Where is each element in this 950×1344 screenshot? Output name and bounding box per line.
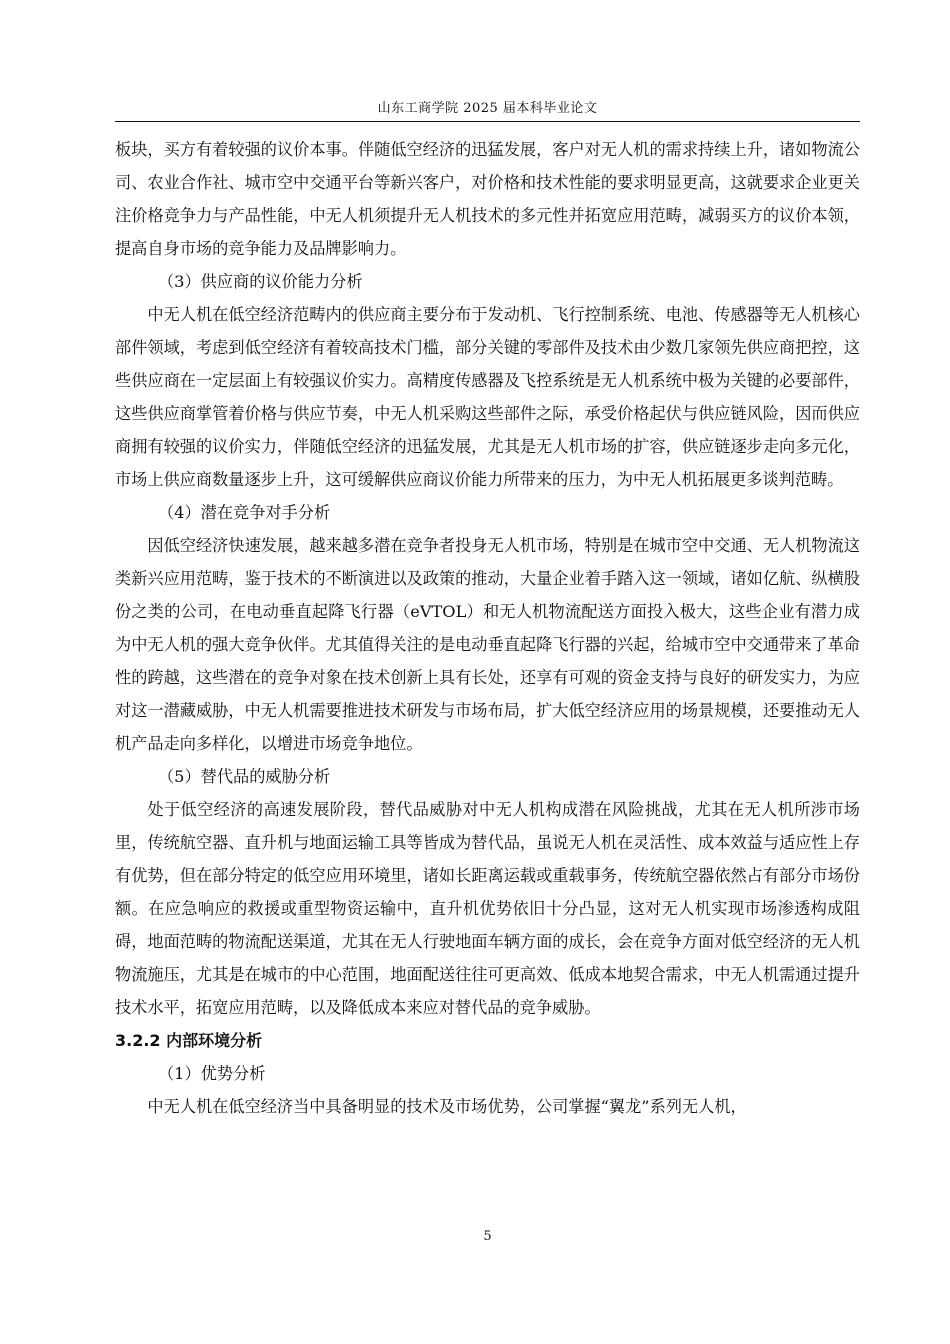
subheading-strengths: （1）优势分析 [158,1064,266,1083]
paragraph-strengths: 中无人机在低空经济当中具备明显的技术及市场优势，公司掌握“翼龙”系列无人机， [147,1097,747,1116]
paragraph-buyer-bargaining: 板块，买方有着较强的议价本事。伴随低空经济的迅猛发展，客户对无人机的需求持续上升，诸如物流公司、农业合作社、城市空中交通平台等新兴客户，对价格和技术性能的要求明显更高，这就要求企业更关注价格竞争力与产品性能，中无人机须提升无人机技术的多元性并拓宽应用范畴，减弱买方的议价本领，提高自身市场的竞争能力及品牌影响力。 [115,140,860,258]
page-body [115,133,860,1123]
paragraph-potential-competitors: 因低空经济快速发展，越来越多潜在竞争者投身无人机市场，特别是在城市空中交通、无人机物流这类新兴应用范畴，鉴于技术的不断演进以及政策的推动，大量企业着手踏入这一领域，诸如亿航、纵横股份之类的公司，在电动垂直起降飞行器（eVTOL）和无人机物流配送方面投入极大，这些企业有潜力成为中无人机的强大竞争伙伴。尤其值得关注的是电动垂直起降飞行器的兴起，给城市空中交通带来了革命性的跨越，这些潜在的竞争对象在技术创新上具有长处，还享有可观的资金支持与良好的研发实力，为应对这一潜藏威胁，中无人机需要推进技术研发与市场布局，扩大低空经济应用的场景规模，还要推动无人机产品走向多样化，以增进市场竞争地位。 [115,536,860,753]
section-heading-internal-environment: 3.2.2 内部环境分析 [115,1031,263,1050]
page-number: 5 [483,1229,492,1244]
header-divider [115,121,860,122]
paragraph-supplier-bargaining: 中无人机在低空经济范畴内的供应商主要分布于发动机、飞行控制系统、电池、传感器等无人机核心部件领域，考虑到低空经济有着较高技术门槛，部分关键的零部件及技术由少数几家领先供应商把控，这些供应商在一定层面上有较强议价实力。高精度传感器及飞控系统是无人机系统中极为关键的必要部件，这些供应商掌管着价格与供应节奏，中无人机采购这些部件之际，承受价格起伏与供应链风险，因而供应商拥有较强的议价实力，伴随低空经济的迅猛发展，尤其是无人机市场的扩容，供应链逐步走向多元化，市场上供应商数量逐步上升，这可缓解供应商议价能力所带来的压力，为中无人机拓展更多谈判范畴。 [115,305,860,489]
subheading-potential-competitors: （4）潜在竞争对手分析 [158,503,331,522]
page-header: 山东工商学院 2025 届本科毕业论文 [377,101,598,116]
subheading-supplier-bargaining: （3）供应商的议价能力分析 [158,272,363,291]
subheading-substitutes: （5）替代品的威胁分析 [158,767,331,786]
paragraph-substitutes: 处于低空经济的高速发展阶段，替代品威胁对中无人机构成潜在风险挑战，尤其在无人机所涉市场里，传统航空器、直升机与地面运输工具等皆成为替代品，虽说无人机在灵活性、成本效益与适应性上存有优势，但在部分特定的低空应用环境里，诸如长距离运载或重载事务，传统航空器依然占有部分市场份额。在应急响应的救援或重型物资运输中，直升机优势依旧十分凸显，这对无人机实现市场渗透构成阻碍，地面范畴的物流配送渠道，尤其在无人行驶地面车辆方面的成长，会在竞争方面对低空经济的无人机物流施压，尤其是在城市的中心范围，地面配送往往可更高效、低成本地契合需求，中无人机需通过提升技术水平，拓宽应用范畴，以及降低成本来应对替代品的竞争威胁。 [115,800,860,1017]
